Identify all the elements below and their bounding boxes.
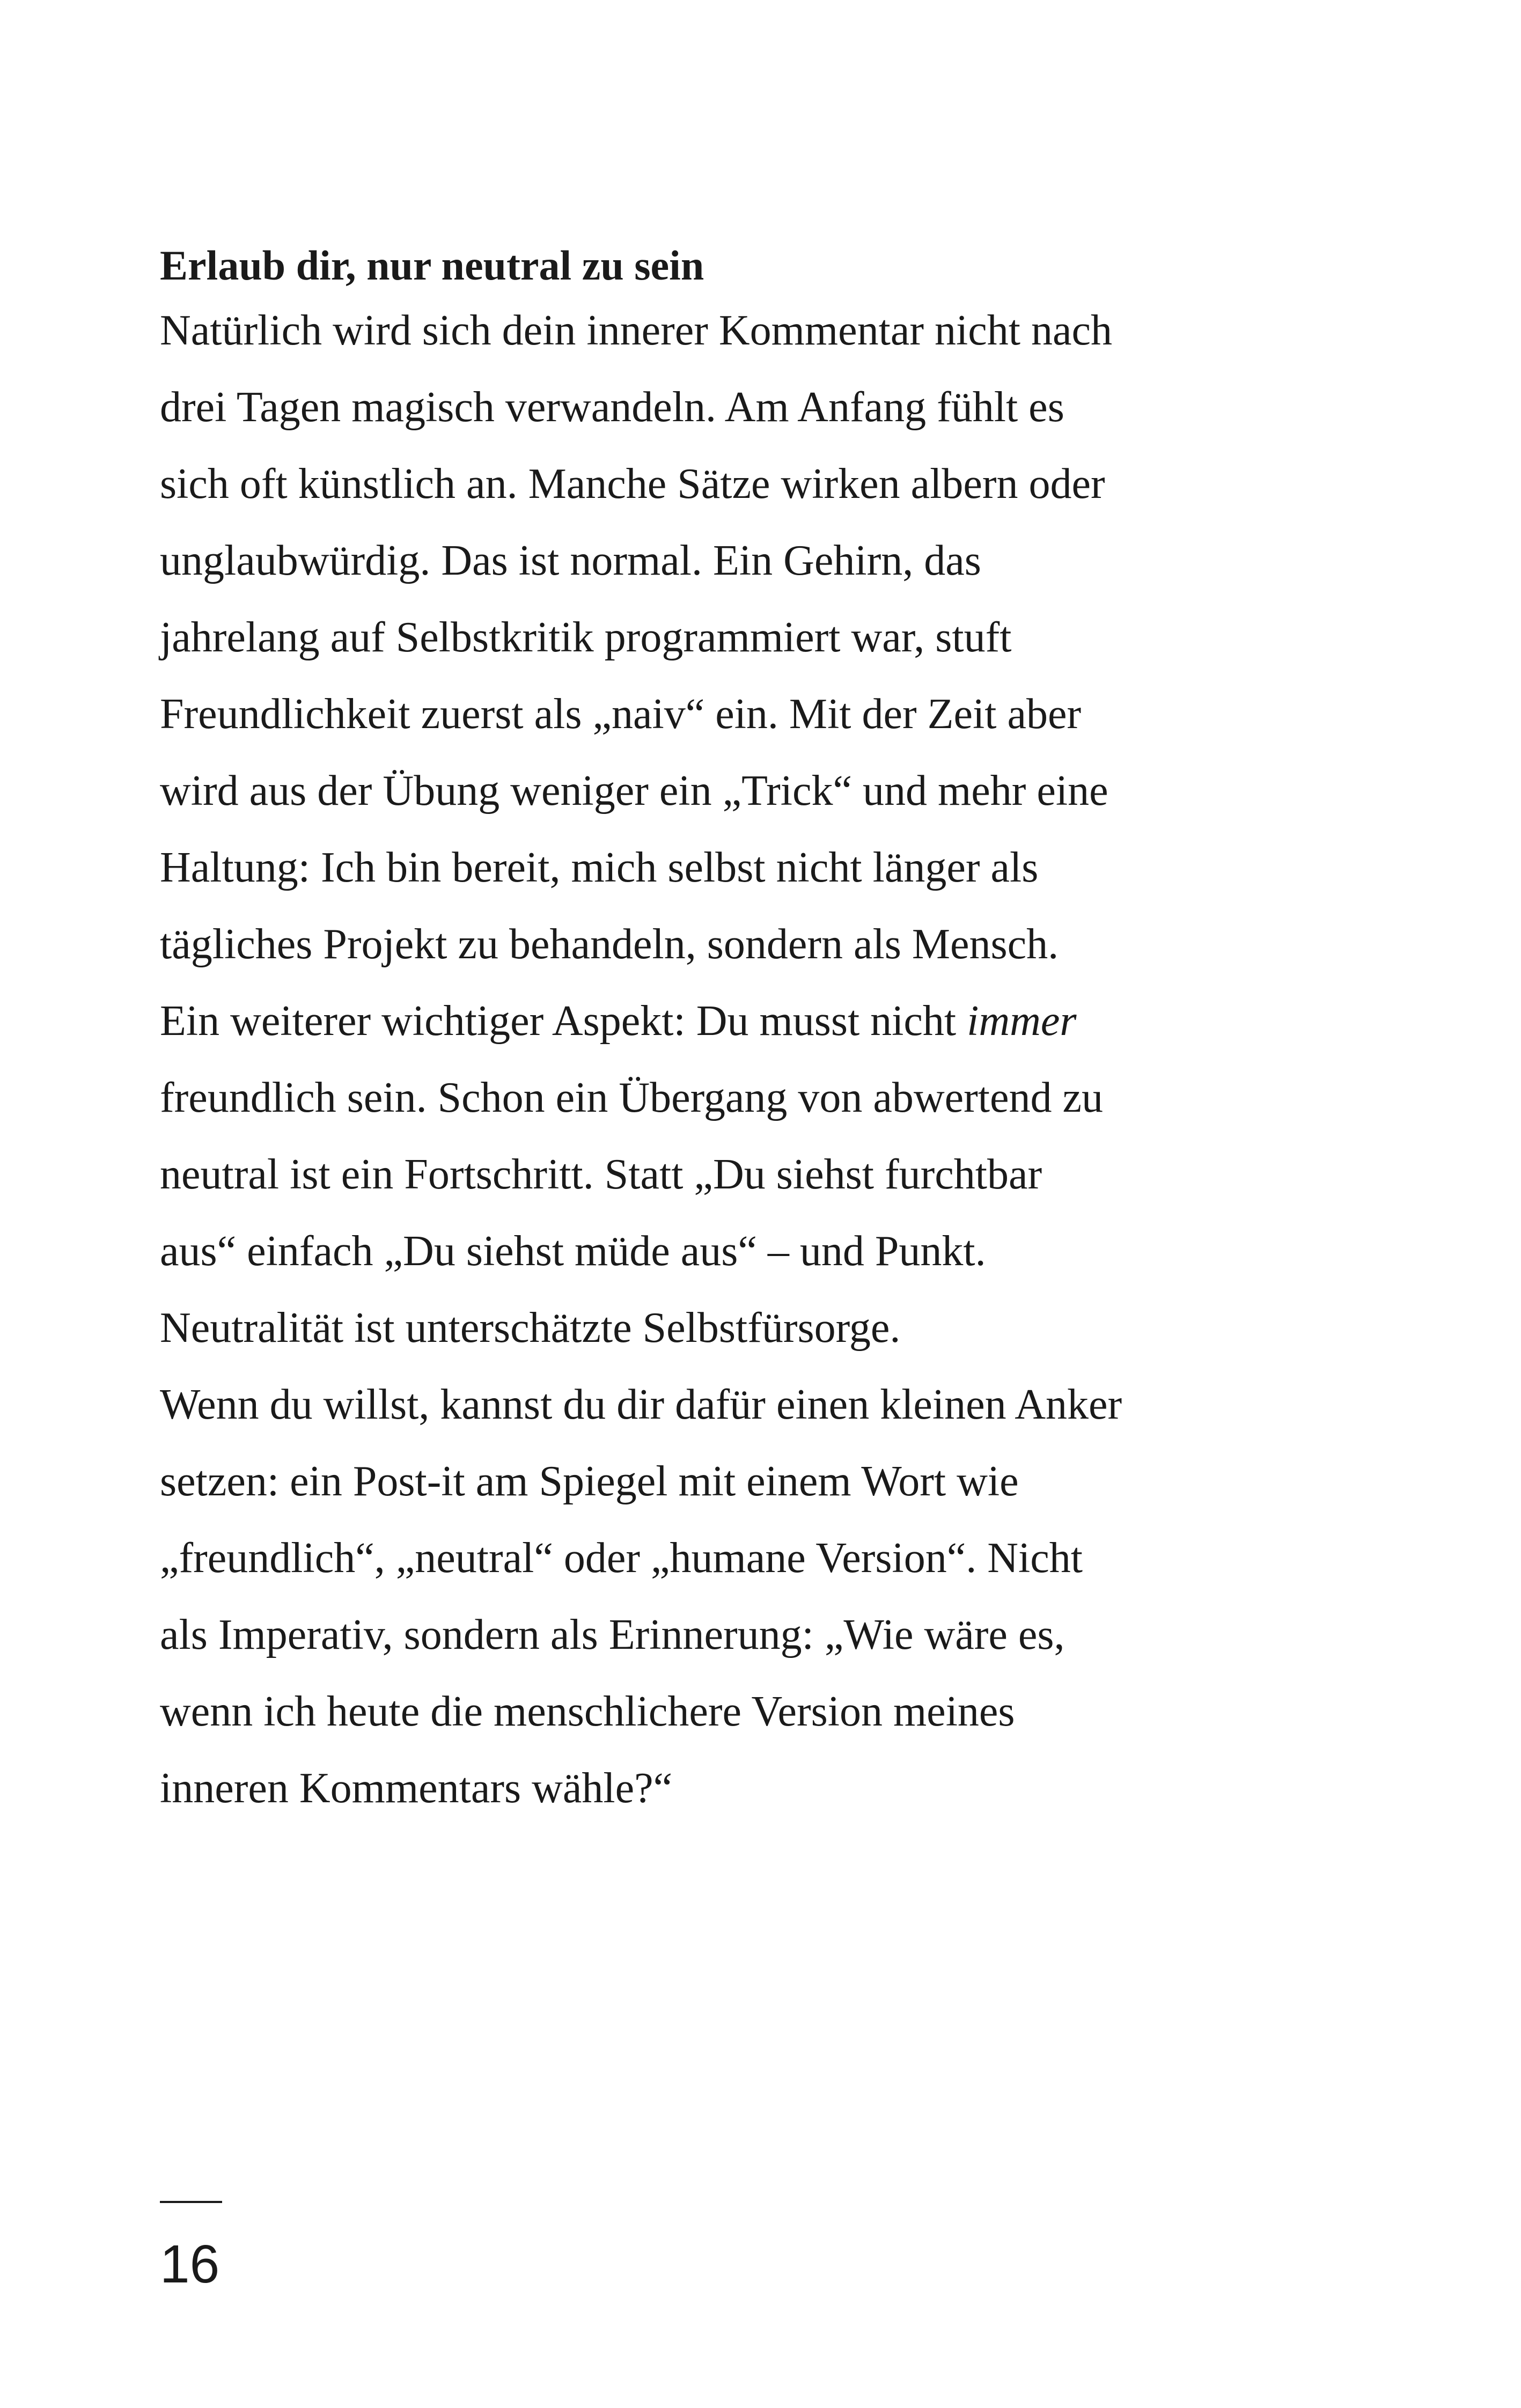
footer-divider — [160, 2201, 222, 2203]
text-line: neutral ist ein Fortschritt. Statt „Du siehst furchtbar — [160, 1151, 1042, 1198]
text-line: unglaubwürdig. Das ist normal. Ein Gehirn, das — [160, 537, 981, 584]
text-line: aus“ einfach „Du siehst müde aus“ – und Punkt. — [160, 1228, 986, 1275]
text-line: als Imperativ, sondern als Erinnerung: „Wie wäre es, — [160, 1611, 1065, 1658]
text-line: Wenn du willst, kannst du dir dafür einen kleinen Anker — [160, 1381, 1122, 1428]
text-line: Neutralität ist unterschätzte Selbstfürsorge. — [160, 1304, 901, 1352]
text-line: freundlich sein. Schon ein Übergang von abwertend zu — [160, 1074, 1104, 1121]
text-line: wird aus der Übung weniger ein „Trick“ und mehr eine — [160, 767, 1108, 814]
text-line: jahrelang auf Selbstkritik programmiert war, stuft — [160, 614, 1012, 661]
text-line: „freundlich“, „neutral“ oder „humane Version“. Nicht — [160, 1535, 1083, 1582]
page-body — [160, 239, 1260, 1827]
text-line: inneren Kommentars wähle?“ — [160, 1765, 673, 1812]
section-heading: Erlaub dir, nur neutral zu sein — [160, 242, 704, 289]
page-number: 16 — [160, 2234, 220, 2294]
text-line: Natürlich wird sich dein innerer Kommentar nicht nach — [160, 307, 1112, 354]
text-line: wenn ich heute die menschlichere Version meines — [160, 1688, 1015, 1735]
text-line: drei Tagen magisch verwandeln. Am Anfang fühlt es — [160, 384, 1064, 431]
emphasized-word: immer — [967, 997, 1077, 1045]
text-line: sich oft künstlich an. Manche Sätze wirken albern oder — [160, 460, 1105, 508]
text-segment: Ein weiterer wichtiger Aspekt: Du musst nicht — [160, 997, 967, 1045]
text-line: setzen: ein Post-it am Spiegel mit einem Wort wie — [160, 1458, 1019, 1505]
text-line: tägliches Projekt zu behandeln, sondern als Mensch. — [160, 921, 1059, 968]
text-line: Haltung: Ich bin bereit, mich selbst nicht länger als — [160, 844, 1039, 891]
text-line-with-emphasis — [160, 983, 1260, 1060]
text-line: Freundlichkeit zuerst als „naiv“ ein. Mit der Zeit aber — [160, 691, 1082, 738]
